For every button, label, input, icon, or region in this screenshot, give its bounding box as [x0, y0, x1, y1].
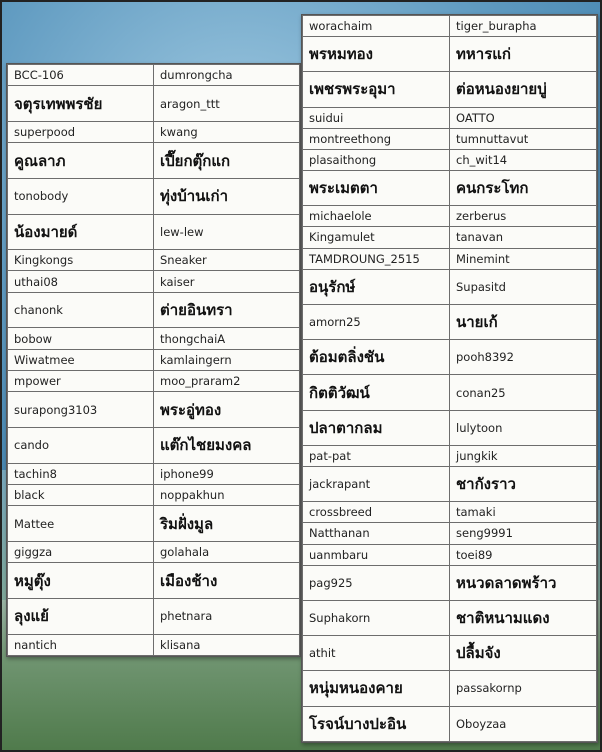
name-cell-right: ปลื้มจัง	[450, 636, 597, 671]
table-row	[303, 565, 597, 600]
table-row	[8, 86, 300, 122]
name-cell-left: plasaithong	[303, 149, 450, 170]
right-name-table	[302, 15, 597, 742]
name-cell-right: phetnara	[154, 598, 300, 634]
table-row	[303, 16, 597, 37]
name-cell-right: seng9991	[450, 523, 597, 544]
name-cell-right: ต่อหนองยายบู่	[450, 72, 597, 107]
name-cell-left: Mattee	[8, 506, 154, 542]
table-row	[303, 706, 597, 741]
name-cell-right: toei89	[450, 544, 597, 565]
table-row	[303, 671, 597, 706]
table-row	[303, 636, 597, 671]
name-cell-left: uthai08	[8, 271, 154, 292]
name-cell-left: nantich	[8, 634, 154, 655]
name-cell-right: Supasitd	[450, 269, 597, 304]
table-row	[303, 502, 597, 523]
name-cell-right: passakornp	[450, 671, 597, 706]
name-cell-left: black	[8, 485, 154, 506]
name-cell-left: โรจน์บางปะอิน	[303, 706, 450, 741]
name-cell-left: หมูตุ๊ง	[8, 563, 154, 599]
table-row	[8, 349, 300, 370]
table-row	[303, 269, 597, 304]
left-name-sheet	[6, 63, 301, 657]
table-row	[8, 250, 300, 271]
name-cell-right: kamlaingern	[154, 349, 300, 370]
table-row	[8, 178, 300, 214]
name-cell-left: หนุ่มหนองคาย	[303, 671, 450, 706]
name-cell-left: pag925	[303, 565, 450, 600]
table-row	[8, 121, 300, 142]
table-row	[303, 600, 597, 635]
table-row	[303, 248, 597, 269]
name-cell-left: จตุรเทพพรชัย	[8, 86, 154, 122]
name-cell-left: uanmbaru	[303, 544, 450, 565]
name-cell-right: kwang	[154, 121, 300, 142]
table-row	[303, 544, 597, 565]
name-cell-left: Natthanan	[303, 523, 450, 544]
name-cell-left: พระเมตตา	[303, 171, 450, 206]
name-cell-right: แต๊กไชยมงคล	[154, 428, 300, 464]
name-cell-left: crossbreed	[303, 502, 450, 523]
name-cell-right: ch_wit14	[450, 149, 597, 170]
name-cell-left: pat-pat	[303, 445, 450, 466]
name-cell-left: michaelole	[303, 206, 450, 227]
table-row	[8, 428, 300, 464]
name-cell-left: superpood	[8, 121, 154, 142]
name-cell-left: giggza	[8, 541, 154, 562]
name-cell-left: ต้อมตลิ่งชัน	[303, 340, 450, 375]
table-row	[8, 328, 300, 349]
name-cell-right: ริมฝั่งมูล	[154, 506, 300, 542]
name-cell-right: ทุ่งบ้านเก่า	[154, 178, 300, 214]
name-cell-left: amorn25	[303, 304, 450, 339]
name-cell-right: นายเก้	[450, 304, 597, 339]
name-cell-right: klisana	[154, 634, 300, 655]
table-row	[303, 410, 597, 445]
name-cell-left: montreethong	[303, 128, 450, 149]
table-row	[8, 541, 300, 562]
name-cell-right: lew-lew	[154, 214, 300, 250]
name-cell-right: พระอู่ทอง	[154, 392, 300, 428]
name-cell-right: conan25	[450, 375, 597, 410]
table-row	[8, 292, 300, 328]
name-cell-left: suidui	[303, 107, 450, 128]
name-cell-left: อนุรักษ์	[303, 269, 450, 304]
name-cell-right: OATTO	[450, 107, 597, 128]
name-cell-left: พรหมทอง	[303, 37, 450, 72]
name-cell-right: หนวดลาดพร้าว	[450, 565, 597, 600]
name-cell-left: athit	[303, 636, 450, 671]
name-cell-left: BCC-106	[8, 65, 154, 86]
table-row	[8, 634, 300, 655]
table-row	[303, 37, 597, 72]
table-row	[8, 506, 300, 542]
name-cell-right: moo_praram2	[154, 371, 300, 392]
left-name-table	[7, 64, 300, 656]
name-cell-left: กิตติวัฒน์	[303, 375, 450, 410]
name-cell-right: ทหารแก่	[450, 37, 597, 72]
name-cell-right: jungkik	[450, 445, 597, 466]
table-row	[8, 65, 300, 86]
table-row	[8, 371, 300, 392]
name-cell-right: noppakhun	[154, 485, 300, 506]
name-cell-right: golahala	[154, 541, 300, 562]
table-row	[303, 107, 597, 128]
table-row	[303, 340, 597, 375]
name-cell-right: เมืองช้าง	[154, 563, 300, 599]
name-cell-right: aragon_ttt	[154, 86, 300, 122]
table-row	[303, 375, 597, 410]
table-row	[303, 445, 597, 466]
right-name-sheet	[301, 14, 598, 743]
name-cell-left: ปลาตากลม	[303, 410, 450, 445]
name-cell-right: tiger_burapha	[450, 16, 597, 37]
table-row	[8, 485, 300, 506]
name-cell-left: Suphakorn	[303, 600, 450, 635]
name-cell-left: surapong3103	[8, 392, 154, 428]
name-cell-right: kaiser	[154, 271, 300, 292]
name-cell-right: ต่ายอินทรา	[154, 292, 300, 328]
name-cell-right: ชากังราว	[450, 467, 597, 502]
table-row	[8, 563, 300, 599]
table-row	[303, 304, 597, 339]
name-cell-right: Sneaker	[154, 250, 300, 271]
name-cell-right: คนกระโทก	[450, 171, 597, 206]
name-cell-left: bobow	[8, 328, 154, 349]
name-cell-left: TAMDROUNG_2515	[303, 248, 450, 269]
name-cell-left: tachin8	[8, 463, 154, 484]
name-cell-left: Kingkongs	[8, 250, 154, 271]
name-cell-right: tamaki	[450, 502, 597, 523]
table-row	[8, 271, 300, 292]
table-row	[8, 598, 300, 634]
table-row	[303, 149, 597, 170]
name-cell-left: jackrapant	[303, 467, 450, 502]
name-cell-left: mpower	[8, 371, 154, 392]
name-cell-left: น้องมายด์	[8, 214, 154, 250]
name-cell-left: ลุงแย้	[8, 598, 154, 634]
name-cell-left: คูณลาภ	[8, 143, 154, 179]
name-cell-left: worachaim	[303, 16, 450, 37]
table-row	[8, 143, 300, 179]
name-cell-right: zerberus	[450, 206, 597, 227]
name-cell-left: เพชรพระอุมา	[303, 72, 450, 107]
table-row	[303, 128, 597, 149]
name-cell-right: thongchaiA	[154, 328, 300, 349]
name-cell-left: Wiwatmee	[8, 349, 154, 370]
table-row	[303, 523, 597, 544]
table-row	[8, 392, 300, 428]
name-cell-right: ชาติหนามแดง	[450, 600, 597, 635]
name-cell-right: pooh8392	[450, 340, 597, 375]
name-cell-left: Kingamulet	[303, 227, 450, 248]
name-cell-left: cando	[8, 428, 154, 464]
name-cell-left: tonobody	[8, 178, 154, 214]
name-cell-right: Minemint	[450, 248, 597, 269]
table-row	[303, 227, 597, 248]
name-cell-right: tumnuttavut	[450, 128, 597, 149]
name-cell-right: lulytoon	[450, 410, 597, 445]
table-row	[303, 206, 597, 227]
name-cell-left: chanonk	[8, 292, 154, 328]
name-cell-right: iphone99	[154, 463, 300, 484]
name-cell-right: tanavan	[450, 227, 597, 248]
table-row	[8, 214, 300, 250]
name-cell-right: dumrongcha	[154, 65, 300, 86]
table-row	[303, 171, 597, 206]
table-row	[8, 463, 300, 484]
table-row	[303, 467, 597, 502]
table-row	[303, 72, 597, 107]
name-cell-right: Oboyzaa	[450, 706, 597, 741]
name-cell-right: เปี๊ยกตุ๊กแก	[154, 143, 300, 179]
